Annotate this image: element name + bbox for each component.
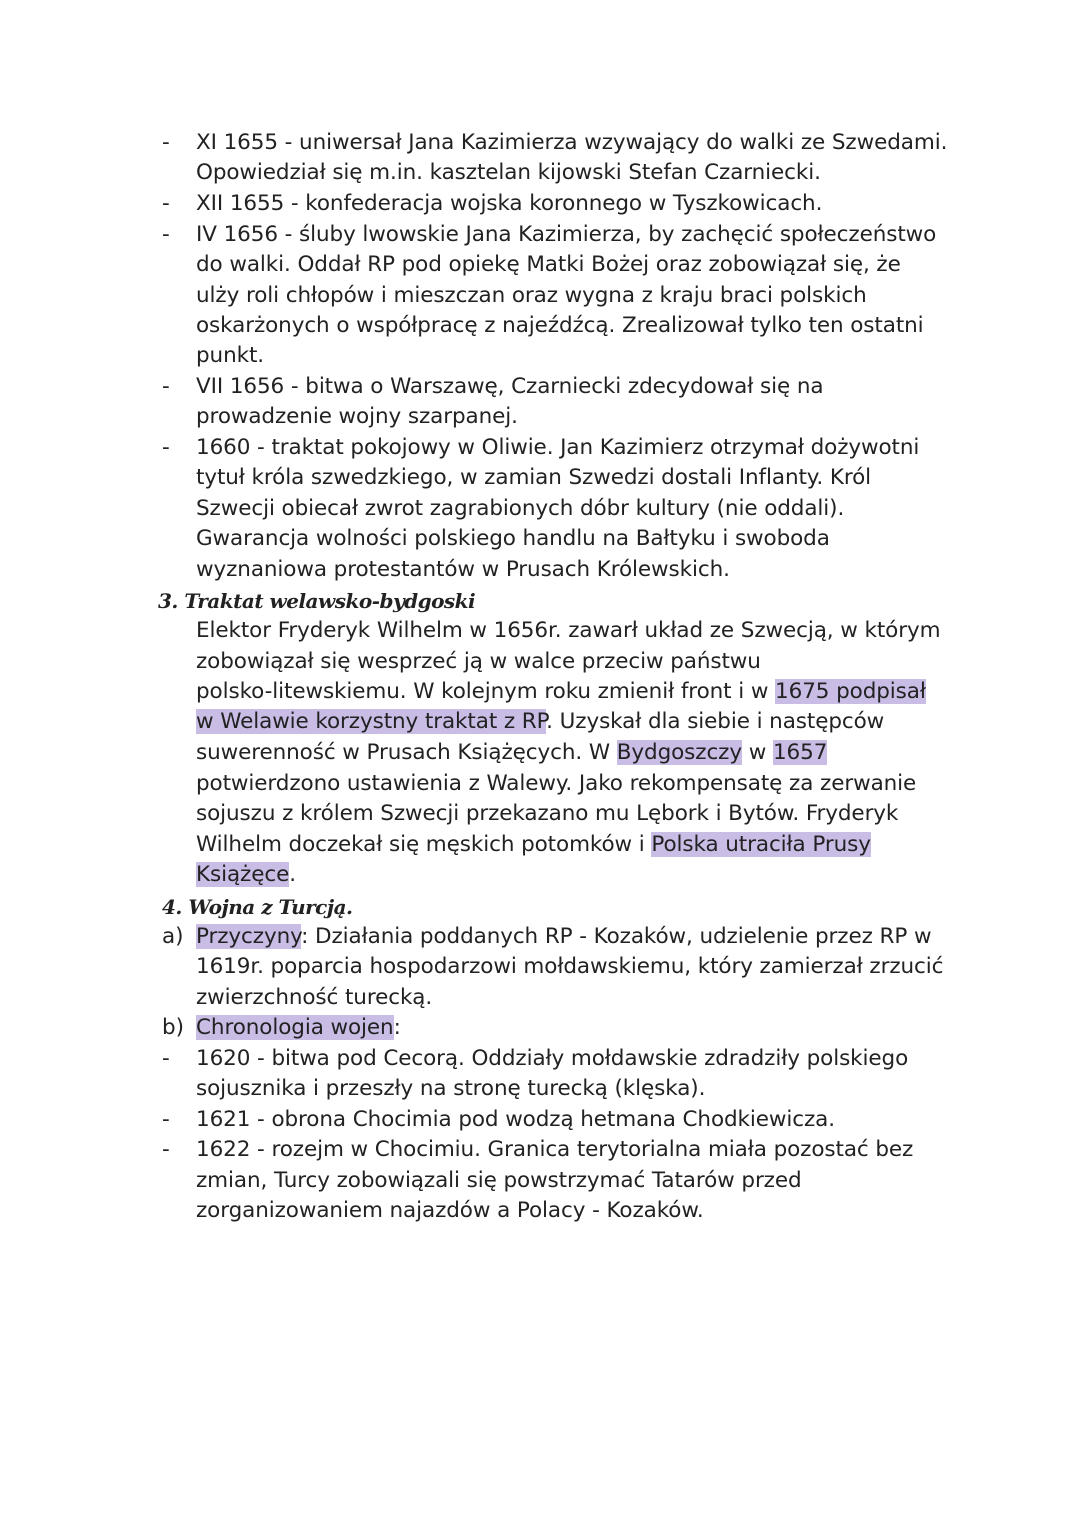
text-line: zmian, Turcy zobowiązali się powstrzymać Tatarów przed [196, 1168, 802, 1193]
text-line: VII 1656 - bitwa o Warszawę, Czarniecki zdecydował się na [196, 374, 824, 399]
text-span: : [393, 1015, 401, 1040]
text-line: oskarżonych o współpracę z najeźdźcą. Zrealizował tylko ten ostatni [196, 313, 924, 338]
text-span: suwerenność w Prusach Książęcych. W [196, 740, 617, 765]
text-line [196, 830, 871, 860]
bullet-marker: - [162, 1046, 170, 1071]
text-line: zorganizowaniem najazdów a Polacy - Kozaków. [196, 1198, 704, 1223]
bullet-marker: - [162, 130, 170, 155]
text-line: wyznaniowa protestantów w Prusach Królewskich. [196, 557, 730, 582]
text-span: . Uzyskał dla siebie i następców [546, 709, 885, 734]
text-line [196, 1013, 401, 1043]
text-span: polsko-litewskiemu. W kolejnym roku zmienił front i w [196, 679, 776, 704]
text-line: 1622 - rozejm w Chocimiu. Granica terytorialna miała pozostać bez [196, 1137, 914, 1162]
text-line [196, 677, 926, 707]
section-heading: 4. Wojna z Turcją. [162, 895, 353, 919]
text-line: XI 1655 - uniwersał Jana Kazimierza wzywający do walki ze Szwedami. [196, 130, 948, 155]
text-line [196, 738, 827, 768]
highlighted-text: 1675 podpisał [775, 679, 926, 704]
text-line: ulży roli chłopów i mieszczan oraz wygna z kraju braci polskich [196, 283, 867, 308]
highlighted-text: Książęce [196, 862, 290, 887]
text-line: 1660 - traktat pokojowy w Oliwie. Jan Kazimierz otrzymał dożywotni [196, 435, 920, 460]
bullet-marker: - [162, 1137, 170, 1162]
text-line: potwierdzono ustawienia z Walewy. Jako rekompensatę za zerwanie [196, 771, 917, 796]
bullet-marker: - [162, 191, 170, 216]
highlighted-text: Przyczyny [196, 924, 302, 949]
highlighted-text: 1657 [772, 740, 828, 765]
text-line: Opowiedział się m.in. kasztelan kijowski Stefan Czarniecki. [196, 160, 821, 185]
text-line: prowadzenie wojny szarpanej. [196, 404, 518, 429]
text-span: . [289, 862, 296, 887]
text-line: IV 1656 - śluby lwowskie Jana Kazimierza, by zachęcić społeczeństwo [196, 222, 937, 247]
bullet-marker: - [162, 222, 170, 247]
text-line: do walki. Oddał RP pod opiekę Matki Bożej oraz zobowiązał się, że [196, 252, 901, 277]
highlighted-text: w Welawie korzystny traktat z RP [196, 709, 547, 734]
text-line: tytuł króla szwedzkiego, w zamian Szwedzi dostali Inflanty. Król [196, 465, 872, 490]
text-line: Gwarancja wolności polskiego handlu na Bałtyku i swoboda [196, 526, 830, 551]
text-line: 1619r. poparcia hospodarzowi mołdawskiemu, który zamierzał zrzucić [196, 954, 944, 979]
text-line: 1621 - obrona Chocimia pod wodzą hetmana Chodkiewicza. [196, 1107, 835, 1132]
text-line: zobowiązał się wesprzeć ją w walce przeciw państwu [196, 649, 761, 674]
text-line: 1620 - bitwa pod Cecorą. Oddziały mołdawskie zdradziły polskiego [196, 1046, 909, 1071]
list-marker: a) [162, 924, 184, 949]
highlighted-text: Polska utraciła Prusy [651, 832, 871, 857]
text-line: Szwecji obiecał zwrot zagrabionych dóbr kultury (nie oddali). [196, 496, 845, 521]
text-line: Elektor Fryderyk Wilhelm w 1656r. zawarł układ ze Szwecją, w którym [196, 618, 941, 643]
text-span: w [742, 740, 773, 765]
text-line: XII 1655 - konfederacja wojska koronnego w Tyszkowicach. [196, 191, 823, 216]
highlighted-text: Bydgoszczy [616, 740, 742, 765]
text-line: punkt. [196, 343, 265, 368]
list-marker: b) [162, 1015, 185, 1040]
text-line [196, 707, 884, 737]
text-line [196, 922, 931, 952]
section-heading: 3. Traktat welawsko-bydgoski [158, 589, 476, 613]
text-line: sojuszu z królem Szwecji przekazano mu Lębork i Bytów. Fryderyk [196, 801, 899, 826]
text-span: : Działania poddanych RP - Kozaków, udzielenie przez RP w [301, 924, 932, 949]
text-line: zwierzchność turecką. [196, 985, 433, 1010]
text-span: Wilhelm doczekał się męskich potomków i [196, 832, 652, 857]
bullet-marker: - [162, 435, 170, 460]
text-line: sojusznika i przeszły na stronę turecką (klęska). [196, 1076, 706, 1101]
bullet-marker: - [162, 374, 170, 399]
bullet-marker: - [162, 1107, 170, 1132]
text-line [196, 860, 296, 890]
highlighted-text: Chronologia wojen [196, 1015, 394, 1040]
